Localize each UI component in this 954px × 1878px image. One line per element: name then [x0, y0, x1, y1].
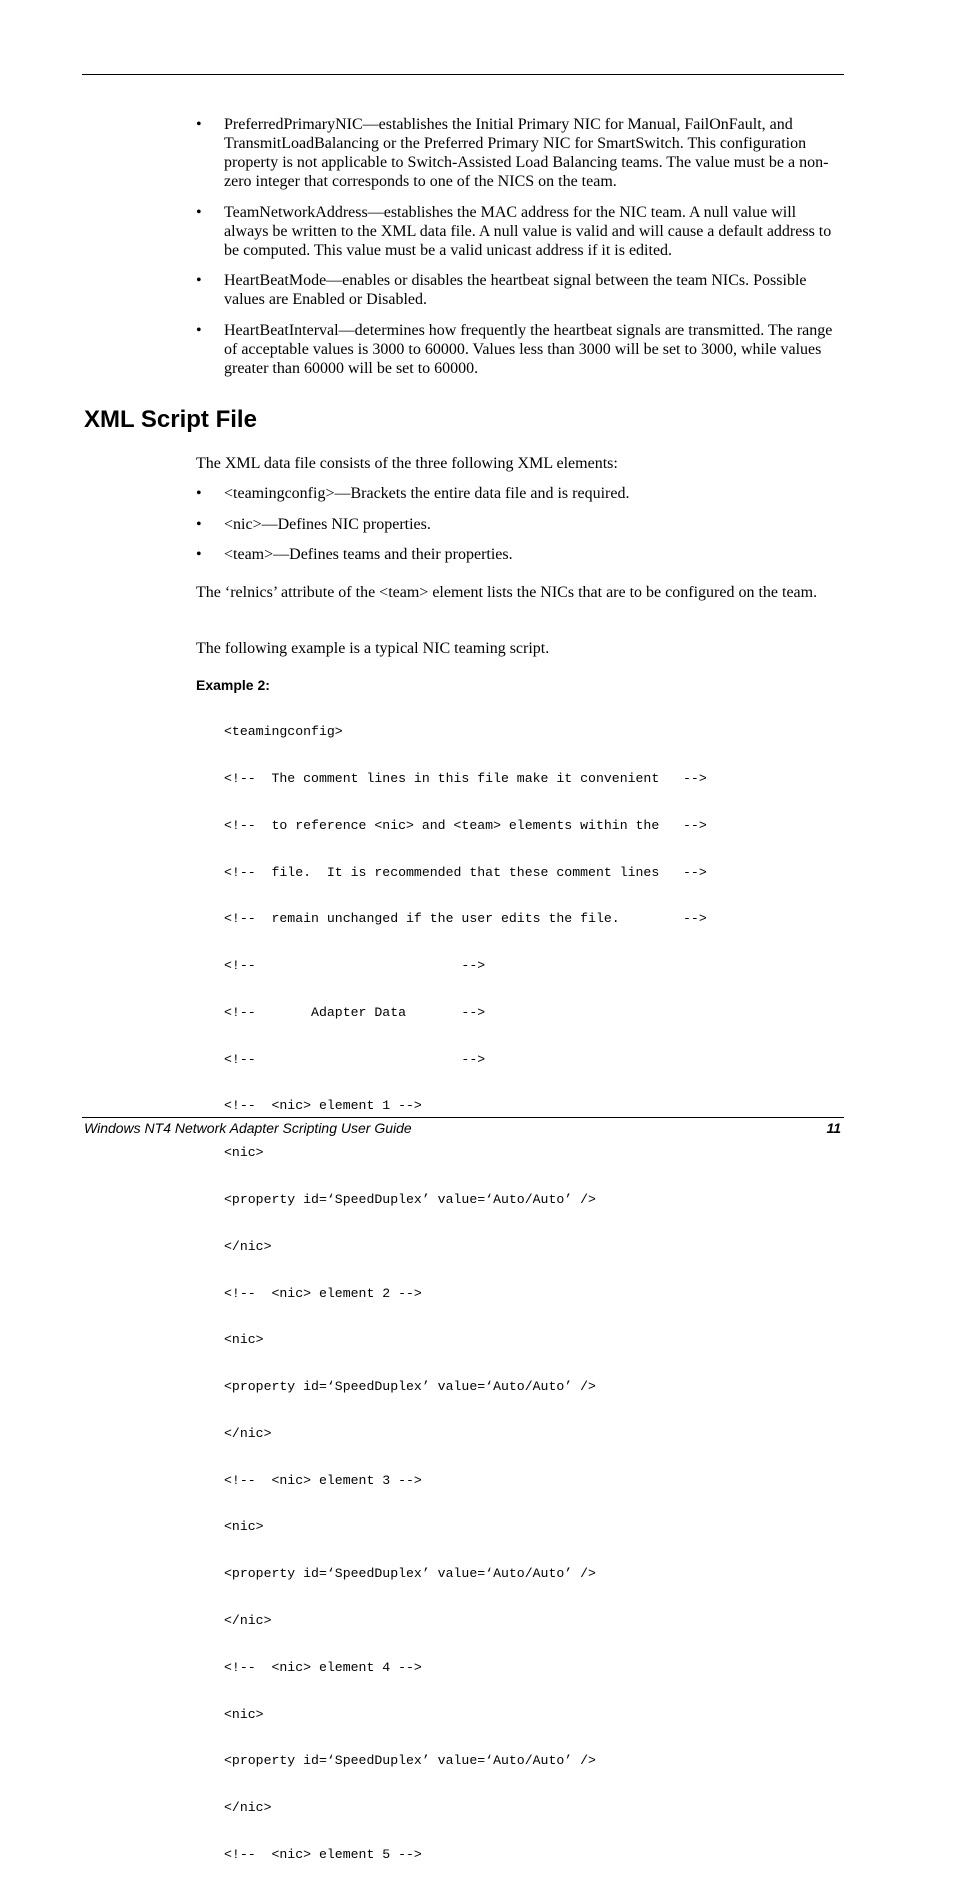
list-item: [196, 321, 844, 378]
code-line: <nic>: [224, 1706, 264, 1722]
list-item: [196, 545, 844, 564]
example-label: Example 2:: [196, 677, 270, 693]
bullet-icon: •: [196, 272, 202, 289]
code-line: <!-- <nic> element 3 -->: [224, 1472, 422, 1488]
code-line: <!-- <nic> element 4 -->: [224, 1659, 422, 1675]
code-block: [224, 693, 707, 1878]
bullet-icon: •: [196, 485, 202, 502]
code-line: <property id=‘SpeedDuplex’ value=‘Auto/Auto’ />: [224, 1192, 596, 1207]
properties-list: [196, 115, 844, 378]
code-line: </nic>: [224, 1800, 272, 1816]
list-item-text: HeartBeatMode—enables or disables the heartbeat signal between the team NICs. Possible values are Enabled or Disabled.: [224, 272, 807, 308]
list-item-text: <nic>—Defines NIC properties.: [224, 515, 431, 533]
relnics-paragraph: The ‘relnics’ attribute of the <team> element lists the NICs that are to be configured on the team.: [196, 584, 818, 601]
code-line: <!-- <nic> element 1 -->: [224, 1098, 422, 1114]
code-line: <!-- -->: [224, 1051, 486, 1067]
bullet-icon: •: [196, 321, 202, 339]
code-line: <nic>: [224, 1519, 264, 1535]
list-item: [196, 515, 844, 534]
list-item-text: HeartBeatInterval—determines how frequently the heartbeat signals are transmitted. The range of acceptable values is 3000 to 60000. Values less than 3000 will be set to 3000, while values greater than 60000 will be set to 60000.: [224, 321, 833, 377]
section-title: XML Script File: [84, 406, 257, 433]
list-item: [196, 115, 844, 191]
list-item-text: <teamingconfig>—Brackets the entire data file and is required.: [224, 485, 630, 502]
footer-title: Windows NT4 Network Adapter Scripting User Guide: [84, 1120, 412, 1136]
xml-elements-list: [196, 484, 844, 564]
code-line: <nic>: [224, 1145, 264, 1161]
list-item-text: TeamNetworkAddress—establishes the MAC address for the NIC team. A null value will always be written to the XML data file. A null value is valid and will cause a default address to be computed. This value must be a valid unicast address if it is edited.: [224, 203, 832, 259]
bullet-icon: •: [196, 116, 202, 133]
example-intro: The following example is a typical NIC teaming script.: [196, 640, 550, 657]
footer-rule: [82, 1117, 844, 1118]
code-line: </nic>: [224, 1425, 272, 1441]
code-line: <nic>: [224, 1332, 264, 1348]
list-item: [196, 484, 844, 503]
list-item-text: PreferredPrimaryNIC—establishes the Initial Primary NIC for Manual, FailOnFault, and TransmitLoadBalancing or the Preferred Primary NIC for SmartSwitch. This configuration property is not applicable to Switch-Assisted Load Balancing teams. The value must be a non-zero integer that corresponds to one of the NICS on the team.: [224, 116, 829, 190]
bullet-icon: •: [196, 515, 202, 533]
code-line: <!-- -->: [224, 958, 486, 974]
code-line: </nic>: [224, 1613, 272, 1629]
code-line: <property id=‘SpeedDuplex’ value=‘Auto/Auto’ />: [224, 1566, 596, 1582]
code-line: <!-- to reference <nic> and <team> elements within the -->: [224, 817, 707, 833]
code-line: <!-- <nic> element 5 -->: [224, 1846, 422, 1862]
code-line: </nic>: [224, 1238, 272, 1254]
code-line: <!-- remain unchanged if the user edits the file. -->: [224, 911, 707, 927]
bullet-icon: •: [196, 203, 202, 221]
code-line: <property id=‘SpeedDuplex’ value=‘Auto/Auto’ />: [224, 1753, 596, 1769]
code-line: <!-- Adapter Data -->: [224, 1004, 486, 1020]
code-line: <property id=‘SpeedDuplex’ value=‘Auto/Auto’ />: [224, 1379, 596, 1395]
intro-paragraph: The XML data file consists of the three following XML elements:: [196, 455, 618, 472]
code-line: <teamingconfig>: [224, 724, 343, 740]
list-item: [196, 271, 844, 309]
list-item: [196, 203, 844, 260]
page-number: 11: [826, 1120, 841, 1136]
bullet-icon: •: [196, 546, 202, 563]
code-line: <!-- The comment lines in this file make it convenient -->: [224, 770, 707, 786]
code-line: <!-- file. It is recommended that these comment lines -->: [224, 864, 707, 880]
list-item-text: <team>—Defines teams and their properties.: [224, 546, 513, 563]
header-rule: [82, 74, 844, 75]
code-line: <!-- <nic> element 2 -->: [224, 1285, 422, 1301]
